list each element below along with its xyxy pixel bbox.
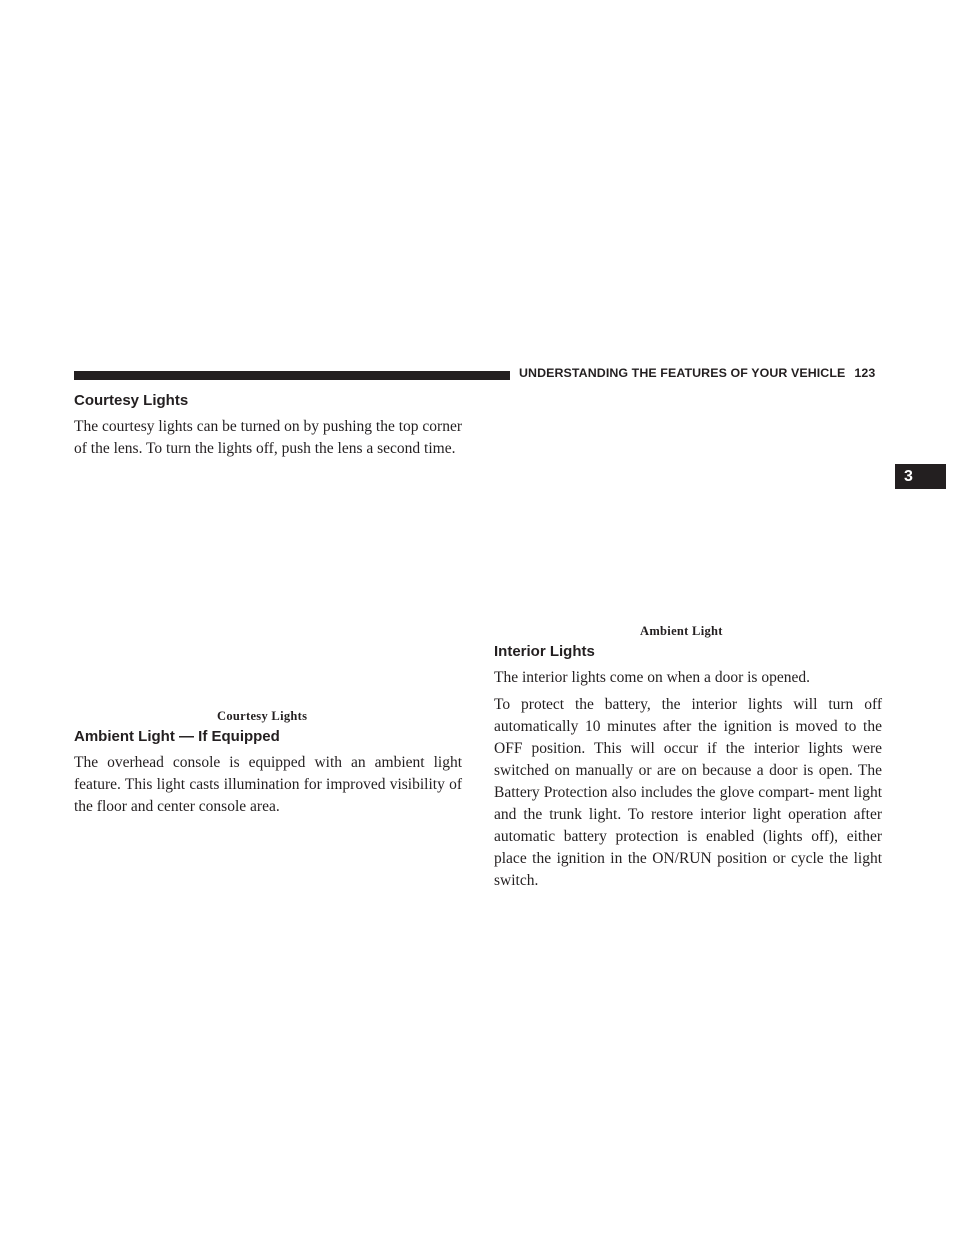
chapter-tab: 3 xyxy=(895,464,946,489)
interior-lights-paragraph-2: To protect the battery, the interior lights will turn off automatically 10 minutes after the ignition is moved to the OFF position. This will occur if the interior lights were switched on manually or are on because a door is open. The Battery Protection also includes the glove compart- ment light and the trunk light. To restore interior light operation after automatic battery protection is enabled (lights off), either place the ignition in the ON/RUN position or cycle the light switch. xyxy=(494,696,882,889)
interior-lights-paragraph-1: The interior lights come on when a door is opened. xyxy=(494,669,810,686)
header-rule xyxy=(74,371,510,380)
interior-lights-heading: Interior Lights xyxy=(494,643,595,660)
courtesy-lights-paragraph: The courtesy lights can be turned on by pushing the top corner of the lens. To turn the lights off, push the lens a second time. xyxy=(74,418,462,457)
ambient-light-figure xyxy=(494,392,882,622)
ambient-light-caption: Ambient Light xyxy=(640,624,723,638)
ambient-light-paragraph: The overhead console is equipped with an ambient light feature. This light casts illumination for improved visibility of the floor and center console area. xyxy=(74,754,462,815)
running-header xyxy=(519,366,875,380)
ambient-light-heading: Ambient Light — If Equipped xyxy=(74,728,280,745)
courtesy-lights-heading: Courtesy Lights xyxy=(74,392,189,409)
courtesy-lights-caption: Courtesy Lights xyxy=(217,709,308,723)
courtesy-lights-figure xyxy=(74,486,462,706)
page-number: 123 xyxy=(854,366,876,380)
header-title: UNDERSTANDING THE FEATURES OF YOUR VEHICLE xyxy=(519,366,846,380)
